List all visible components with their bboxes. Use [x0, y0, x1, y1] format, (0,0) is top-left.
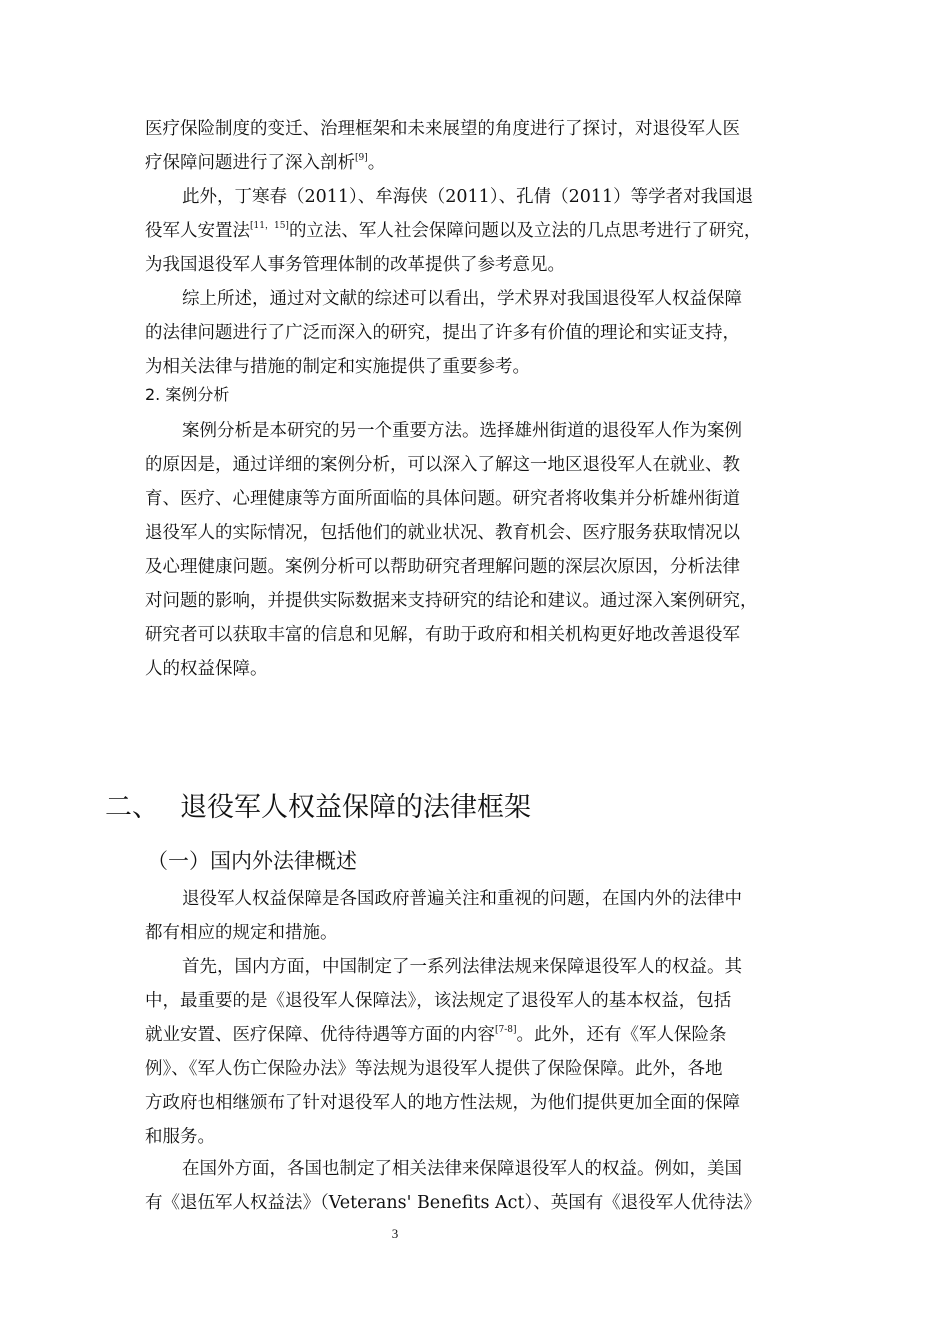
text-line: 为相关法律与措施的制定和实施提供了重要参考。: [145, 357, 530, 377]
text-segment: 疗保障问题进行了深入剖析: [145, 153, 355, 173]
text-line: 例》、《军人伤亡保险办法》等法规为退役军人提供了保险保障。此外，各地: [145, 1059, 723, 1079]
citation: [11，15]: [250, 221, 289, 231]
text-line: 退役军人权益保障是各国政府普遍关注和重视的问题，在国内外的法律中: [182, 889, 742, 909]
text-line: 在国外方面，各国也制定了相关法律来保障退役军人的权益。例如，美国: [182, 1159, 742, 1179]
text-line: 的法律问题进行了广泛而深入的研究，提出了许多有价值的理论和实证支持，: [145, 323, 740, 343]
citation: [7-8]: [495, 1025, 517, 1035]
page-number: 3: [391, 1226, 399, 1241]
text-segment: 就业安置、医疗保障、优待待遇等方面的内容: [145, 1025, 495, 1045]
text-line: [145, 214, 807, 248]
text-line: 及心理健康问题。案例分析可以帮助研究者理解问题的深层次原因，分析法律: [145, 557, 740, 577]
citation: [9]: [355, 153, 368, 163]
text-segment: 的立法、军人社会保障问题以及立法的几点思考进行了研究，: [288, 221, 762, 241]
paragraph-law-intro: [145, 882, 807, 950]
text-line: 的原因是，通过详细的案例分析，可以深入了解这一地区退役军人在就业、教: [145, 455, 740, 475]
subheading-case-analysis: 2. 案例分析: [145, 385, 230, 404]
text-line: 和服务。: [145, 1127, 215, 1147]
text-line: 都有相应的规定和措施。: [145, 923, 338, 943]
text-line: 医疗保险制度的变迁、治理框架和未来展望的角度进行了探讨，对退役军人医: [145, 119, 740, 139]
text-segment: 。此外，还有《军人保险条: [516, 1025, 727, 1045]
text-line: 方政府也相继颁布了针对退役军人的地方性法规，为他们提供更加全面的保障: [145, 1093, 740, 1113]
text-line: 中，最重要的是《退役军人保障法》，该法规定了退役军人的基本权益，包括: [145, 991, 732, 1011]
text-line: [145, 146, 807, 180]
text-line: 案例分析是本研究的另一个重要方法。选择雄州街道的退役军人作为案例: [182, 421, 742, 441]
text-line: 人的权益保障。: [145, 659, 268, 679]
paragraph-summary: [145, 282, 807, 384]
text-line: 此外，丁寒春（2011）、牟海侠（2011）、孔倩（2011）等学者对我国退: [182, 187, 754, 207]
section-heading: （一）国内外法律概述: [147, 849, 357, 873]
text-line: 综上所述，通过对文献的综述可以看出，学术界对我国退役军人权益保障: [182, 289, 742, 309]
text-line: 对问题的影响，并提供实际数据来支持研究的结论和建议。通过深入案例研究，: [145, 591, 758, 611]
paragraph-scholars: [145, 180, 807, 282]
text-line: 育、医疗、心理健康等方面所面临的具体问题。研究者将收集并分析雄州街道: [145, 489, 740, 509]
text-segment: 。: [367, 153, 386, 173]
text-line: 有《退伍军人权益法》（Veterans' Benefits Act）、英国有《退役军人优待法》: [145, 1193, 761, 1213]
paragraph-medical-insurance: [145, 112, 807, 180]
text-line: 研究者可以获取丰富的信息和见解，有助于政府和相关机构更好地改善退役军: [145, 625, 740, 645]
text-line: 为我国退役军人事务管理体制的改革提供了参考意见。: [145, 255, 565, 275]
chapter-title: 退役军人权益保障的法律框架: [180, 792, 531, 823]
text-line: [145, 1018, 807, 1052]
text-line: 退役军人的实际情况，包括他们的就业状况、教育机会、医疗服务获取情况以: [145, 523, 740, 543]
text-line: 首先，国内方面，中国制定了一系列法律法规来保障退役军人的权益。其: [182, 957, 742, 977]
chapter-number: 二、: [105, 792, 159, 823]
text-segment: 役军人安置法: [145, 221, 250, 241]
paragraph-foreign-law: [145, 1152, 807, 1220]
paragraph-domestic-law: [145, 950, 807, 1154]
chapter-heading: [105, 788, 531, 828]
paragraph-case-analysis: [145, 414, 807, 686]
